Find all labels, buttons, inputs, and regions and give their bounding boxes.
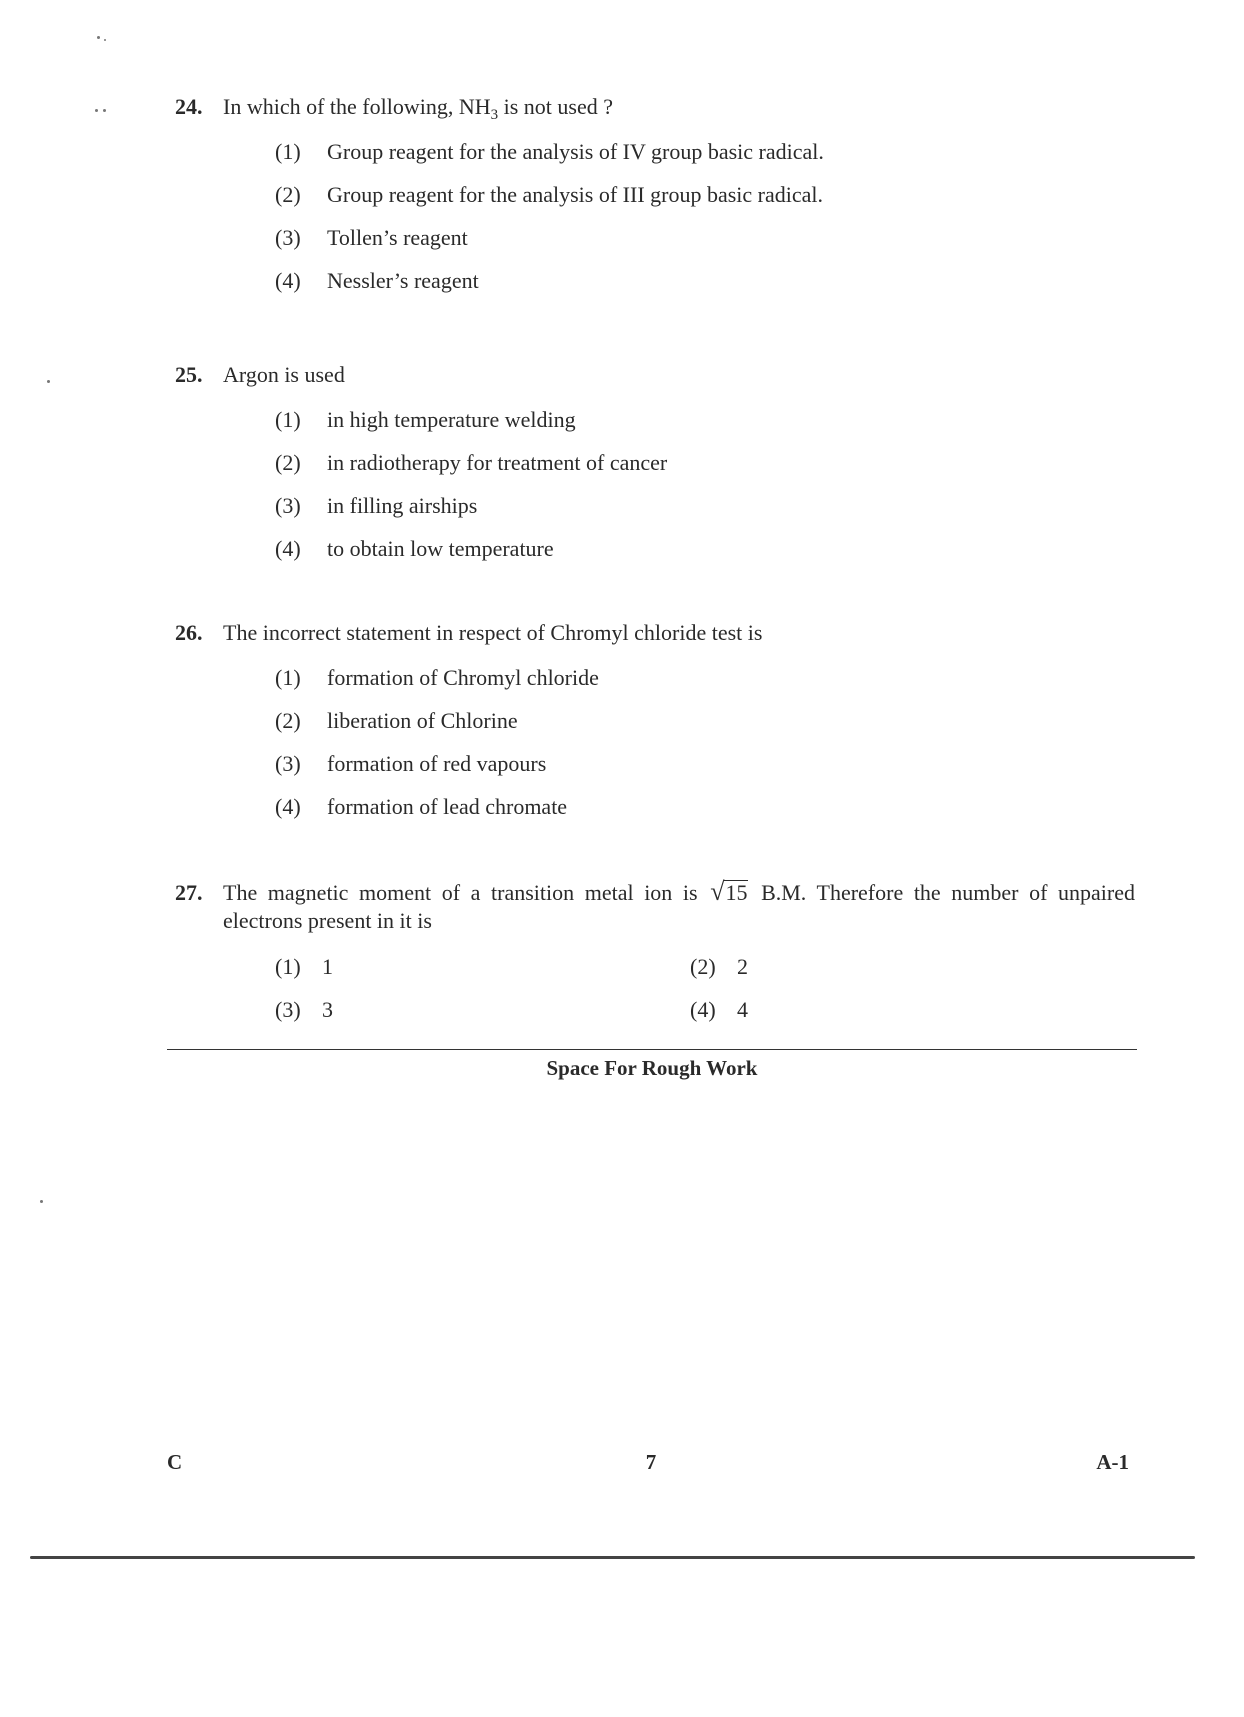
question-25 — [175, 361, 1135, 578]
question-text — [223, 93, 1135, 121]
option-text: in radiotherapy for treatment of cancer — [327, 450, 668, 475]
question-number: 26. — [175, 620, 203, 645]
option-3 — [275, 224, 1135, 267]
option-text: 4 — [737, 997, 748, 1022]
options-list — [275, 138, 1135, 310]
option-number: (1) — [275, 407, 301, 432]
option-2 — [275, 707, 1135, 750]
option-4 — [275, 535, 1135, 578]
question-text: Argon is used — [223, 362, 345, 387]
question-text-part: B.M. Therefore the number of unpaired electrons present in it is — [223, 880, 1135, 933]
option-3 — [275, 750, 1135, 793]
footer-series-code: C — [167, 1450, 183, 1474]
options-grid — [275, 953, 1135, 1024]
radical-sign-icon: √ — [710, 877, 725, 906]
option-2 — [275, 181, 1135, 224]
option-number: (3) — [275, 751, 301, 776]
subscript: 3 — [490, 107, 499, 123]
option-1 — [275, 664, 1135, 707]
option-number: (4) — [275, 268, 301, 293]
option-4 — [275, 793, 1135, 836]
option-text: Group reagent for the analysis of III group basic radical. — [327, 182, 824, 207]
option-1 — [275, 138, 1135, 181]
question-27 — [175, 879, 1135, 1024]
option-number: (2) — [275, 450, 301, 475]
option-number: (4) — [275, 536, 301, 561]
option-number: (4) — [275, 794, 301, 819]
scan-speck — [95, 109, 98, 112]
question-text-part: The magnetic moment of a transition metal ion is — [223, 880, 709, 905]
option-4 — [690, 996, 990, 1024]
option-number: (3) — [275, 493, 301, 518]
option-number: (1) — [275, 665, 301, 690]
option-number: (3) — [275, 225, 301, 250]
question-24 — [175, 93, 1135, 310]
option-text: Group reagent for the analysis of IV group basic radical. — [327, 139, 824, 164]
radicand: 15 — [725, 880, 748, 905]
option-number: (4) — [690, 997, 716, 1022]
scan-speck — [40, 1200, 43, 1203]
option-text: 2 — [737, 954, 748, 979]
question-text-part: In which of the following, NH — [223, 94, 491, 119]
option-number: (1) — [275, 139, 301, 164]
question-number: 24. — [175, 94, 203, 119]
option-text: formation of lead chromate — [327, 794, 568, 819]
option-4 — [275, 267, 1135, 310]
rough-work-divider — [167, 1049, 1137, 1050]
option-number: (1) — [275, 954, 301, 979]
question-text: The incorrect statement in respect of Chromyl chloride test is — [223, 620, 763, 645]
option-text: Tollen’s reagent — [327, 225, 468, 250]
footer-paper-code: A-1 — [1096, 1450, 1129, 1474]
question-number: 27. — [175, 880, 203, 905]
footer-page-number: 7 — [645, 1450, 657, 1474]
option-number: (2) — [275, 708, 301, 733]
question-26 — [175, 619, 1135, 836]
option-text: formation of Chromyl chloride — [327, 665, 599, 690]
option-1 — [275, 953, 690, 981]
option-text: formation of red vapours — [327, 751, 547, 776]
option-text: in filling airships — [327, 493, 478, 518]
option-3 — [275, 996, 690, 1024]
scan-speck — [47, 380, 50, 383]
rough-work-label: Space For Rough Work — [546, 1056, 758, 1080]
option-2 — [690, 953, 990, 981]
option-1 — [275, 406, 1135, 449]
option-2 — [275, 449, 1135, 492]
option-text: 1 — [322, 954, 333, 979]
option-text: liberation of Chlorine — [327, 708, 518, 733]
option-text: Nessler’s reagent — [327, 268, 479, 293]
scan-speck — [104, 39, 106, 41]
options-list — [275, 406, 1135, 578]
option-text: to obtain low temperature — [327, 536, 554, 561]
scan-speck — [97, 36, 100, 39]
question-number: 25. — [175, 362, 203, 387]
option-number: (2) — [690, 954, 716, 979]
option-number: (3) — [275, 997, 301, 1022]
question-text-part: is not used ? — [498, 94, 614, 119]
square-root — [710, 879, 748, 905]
option-text: in high temperature welding — [327, 407, 576, 432]
options-list — [275, 664, 1135, 836]
question-text — [223, 879, 1135, 935]
scan-speck — [103, 109, 106, 112]
page-bottom-edge — [30, 1556, 1195, 1559]
option-3 — [275, 492, 1135, 535]
option-number: (2) — [275, 182, 301, 207]
option-text: 3 — [322, 997, 333, 1022]
